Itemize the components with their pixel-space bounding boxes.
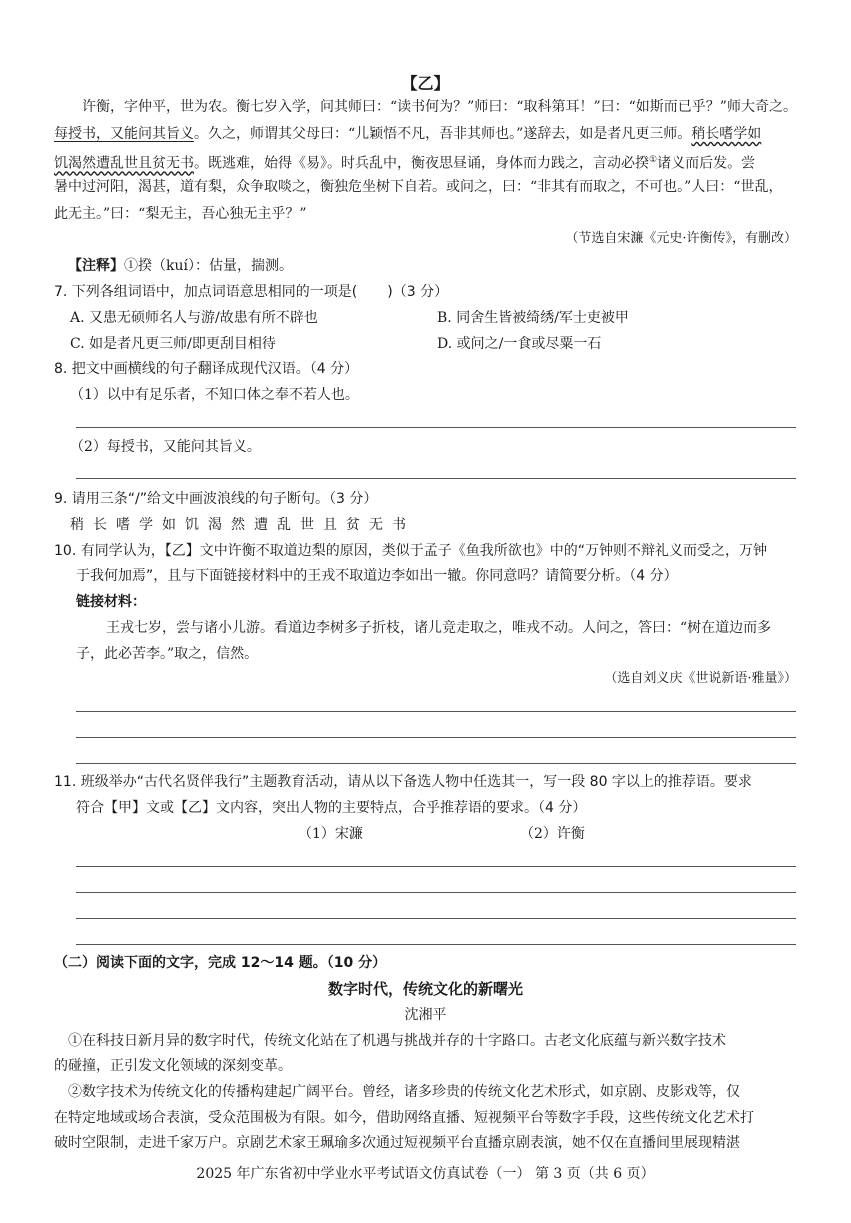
q8-sentence-2: （2）每授书，又能问其旨义。 [70,439,261,455]
link-material-line-1: 王戎七岁，尝与诸小儿游。看道边李树多子折枝，诸儿竞走取之，唯戎不动。人问之，答曰：“树在道边而多 [106,620,772,636]
answer-line [76,918,796,919]
annotation: 【注释】①揆（kuí）：估量，揣测。 [68,258,293,274]
passage-source: （节选自宋濂《元史·许衡传》，有删改） [565,231,797,246]
wavy-sentence-part-2: 饥渴然遭乱世且贫无书 [54,155,194,172]
q7-option-a: A. 又患无硕师名人与游/故患有所不辟也 [70,310,318,326]
footnote-marker: ① [649,155,658,165]
q8-sentence-1: （1）以中有足乐者，不知口体之奉不若人也。 [70,387,359,403]
q7-option-b: B. 同舍生皆被绮绣/军士吏被甲 [437,310,629,326]
answer-line [76,892,796,893]
passage-line-1: 许衡，字仲平，世为农。衡七岁入学，问其师曰：“读书何为？”师曰：“取科第耳！”曰：“如斯而已乎？”师大奇之。 [82,99,797,115]
q7-option-c: C. 如是者凡更三师/即更刮目相待 [70,336,276,352]
q7-stem: 7. 下列各组词语中，加点词语意思相同的一项是( )（3 分） [54,284,449,300]
q10-stem-line-2: 于我何加焉”，且与下面链接材料中的王戎不取道边李如出一辙。你同意吗？请简要分析。（4 分） [76,568,678,584]
wavy-sentence-part-1: 稍长嗜学如 [691,126,762,142]
link-material-line-2: 子，此必苦李。”取之，信然。 [76,646,259,662]
passage-line-2: 每授书，又能问其旨义。久之，师谓其父母曰：“儿颖悟不凡，吾非其师也。”遂辞去，如是者凡更三师。稍长嗜学如 [54,126,762,142]
link-material-label: 链接材料： [76,594,146,610]
q7-option-d: D. 或问之/一食或尽粟一石 [437,336,602,352]
q11-stem-line-2: 符合【甲】文或【乙】文内容，突出人物的主要特点，合乎推荐语的要求。（4 分） [76,800,587,816]
q9-stem: 9. 请用三条“/”给文中画波浪线的句子断句。（3 分） [54,491,378,507]
answer-line [76,478,796,479]
article-p1-line-1: ①在科技日新月异的数字时代，传统文化站在了机遇与挑战并存的十字路口。古老文化底蕴与新兴数字技术 [68,1033,726,1049]
q11-option-1: （1）宋濂 [298,826,363,842]
passage-line-5: 此无主。”曰：“梨无主，吾心独无主乎？” [54,206,307,222]
article-title: 数字时代，传统文化的新曙光 [327,980,523,998]
q10-stem-line-1: 10. 有同学认为，【乙】文中许衡不取道边梨的原因，类似于孟子《鱼我所欲也》中的“万钟则不辩礼义而受之，万钟 [54,543,767,559]
article-p2-line-2: 在特定地域或场合表演，受众范围极为有限。如今，借助网络直播、短视频平台等数字手段，这些传统文化艺术打 [54,1110,754,1126]
article-p1-line-2: 的碰撞，正引发文化领域的深刻变革。 [54,1058,292,1074]
article-p2-line-1: ②数字技术为传统文化的传播构建起广阔平台。曾经，诸多珍贵的传统文化艺术形式，如京剧、皮影戏等，仅 [68,1084,740,1100]
q11-option-2: （2）许衡 [520,826,585,842]
q11-stem-line-1: 11. 班级举办“古代名贤伴我行”主题教育活动，请从以下备选人物中任选其一，写一段 80 字以上的推荐语。要求 [54,774,752,790]
section-yi-title: 【乙】 [401,74,450,93]
answer-line [76,944,796,945]
q9-sentence: 稍长嗜学如饥渴然遭乱世且贫无书 [70,517,415,533]
passage-line-3: 饥渴然遭乱世且贫无书。既逃难，始得《易》。时兵乱中，衡夜思昼诵，身体而力践之，言动必揆①诸义而后发。尝 [54,155,756,172]
part2-heading: （二）阅读下面的文字，完成 12～14 题。（10 分） [54,955,387,971]
answer-line [76,711,796,712]
q8-stem: 8. 把文中画横线的句子翻译成现代汉语。（4 分） [54,361,359,377]
answer-line [76,763,796,764]
article-p2-line-3: 破时空限制，走进千家万户。京剧艺术家王珮瑜多次通过短视频平台直播京剧表演，她不仅在直播间里展现精湛 [54,1135,740,1151]
page-footer: 2025 年广东省初中学业水平考试语文仿真试卷（一） 第 3 页（共 6 页） [196,1166,655,1182]
article-author: 沈湘平 [404,1007,447,1023]
answer-line [76,737,796,738]
link-material-source: （选自刘义庆《世说新语·雅量》） [604,671,797,686]
passage-line-4: 暑中过河阳，渴甚，道有梨，众争取啖之，衡独危坐树下自若。或问之，曰：“非其有而取之，不可也。”人曰：“世乱， [54,179,783,195]
answer-line [76,427,796,428]
underlined-sentence-2: 每授书，又能问其旨义 [54,126,194,142]
answer-line [76,866,796,867]
